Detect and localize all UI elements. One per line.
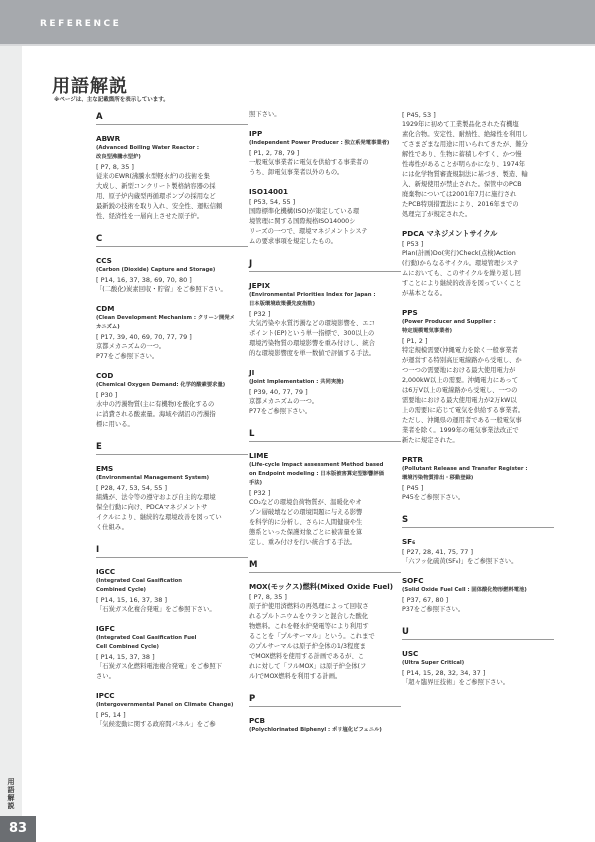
term-description: 大成し、新型コンクリート製格納容器の採: [96, 183, 216, 190]
term-description: 「超々臨界圧技術」をご参照下さい。: [402, 679, 510, 686]
term-description: ゾン層破壊などの環境問題に与える影響: [249, 509, 363, 516]
term-description: P45をご参照下さい。: [402, 494, 465, 501]
term-description: 入、新規使用が禁止された。保管中のPCB: [402, 181, 522, 188]
term-subtitle: (Advanced Boiling Water Reactor :: [96, 145, 199, 151]
glossary-entry: [249, 280, 401, 359]
term-description: が運営する特別高圧電線路から受電し、か: [402, 357, 522, 364]
term-subtitle: (Carbon (Dioxide) Capture and Storage): [96, 267, 216, 273]
term-subtitle: (Chemical Oxygen Demand: 化学的酸素要求量): [96, 382, 226, 388]
term-description: 京都メカニズムの一つ。: [96, 343, 166, 350]
term-description: CO₂などの環境負荷物質が、温暖化やオ: [249, 499, 362, 506]
side-section-label: 用語解説: [7, 778, 15, 810]
term-name: LIME: [249, 451, 269, 460]
term-description: たPCB特別措置法により、2016年までの: [402, 201, 519, 208]
term-subtitle: 日本版環境政策優先度指数): [249, 301, 315, 307]
glossary-entry: [249, 715, 401, 735]
term-name: IPCC: [96, 691, 115, 700]
term-description: 「(二酸化)炭素回収・貯留」をご参照下さい。: [96, 286, 227, 293]
term-description: ることを「プルサーマル」という。これまで: [249, 633, 375, 640]
term-name: JEPIX: [249, 281, 271, 290]
page-refs: [ P37, 67, 80 ]: [402, 596, 449, 604]
page-refs: [ P53, 54, 55 ]: [249, 198, 296, 206]
page-refs: [ P32 ]: [249, 310, 271, 318]
glossary-entry: [402, 648, 554, 688]
term-description: が基本となる。: [402, 290, 447, 297]
term-name: PCB: [249, 716, 266, 725]
page-refs: [ P14, 15, 16, 37, 38 ]: [96, 596, 168, 604]
term-description: ル)でMOX燃料を利用する計画。: [249, 673, 342, 680]
page-number: 83: [0, 816, 36, 842]
page-refs: [ P17, 39, 40, 69, 70, 77, 79 ]: [96, 333, 192, 341]
glossary-entry: [402, 454, 554, 503]
term-name: JI: [249, 368, 255, 377]
glossary-entry: [96, 690, 248, 730]
page-refs: [ P53 ]: [402, 240, 424, 248]
glossary-entry: [402, 575, 554, 615]
term-description: 「石炭ガス化複合発電」をご参照下さい。: [96, 606, 216, 613]
term-name: SF₆: [402, 537, 416, 546]
page-refs: [ P1, 2, 78, 79 ]: [249, 149, 300, 157]
glossary-entry: [96, 255, 248, 295]
section-letter: I: [96, 545, 248, 558]
term-description: 1929年に初めて工業製品化された有機塩: [402, 121, 519, 128]
term-description: イクルにより、継続的な環境改善を図ってい: [96, 514, 222, 521]
term-description: 物燃料。これを軽水炉発電等により利用す: [249, 623, 369, 630]
page-refs: [ P32 ]: [249, 489, 271, 497]
term-description: P77をご参照下さい。: [249, 408, 312, 415]
term-subtitle: 改良型沸騰水型炉): [96, 154, 141, 160]
page-refs: [ P7, 8, 35 ]: [96, 163, 134, 171]
term-description: ポイント(EP)という単一指標で、300以上の: [249, 330, 375, 337]
term-name: PPS: [402, 308, 418, 317]
page-title: 用語解説: [52, 76, 128, 97]
term-subtitle: (Power Producer and Supplier :: [402, 319, 496, 325]
term-subtitle: (Pollutant Release and Transfer Register :: [402, 466, 528, 472]
term-description: 組織が、法令等の遵守および自主的な環境: [96, 494, 216, 501]
term-name: ISO14001: [249, 187, 288, 196]
glossary-entry: [402, 228, 554, 299]
term-description: 従来のEWR(沸騰水型軽水炉)の技術を集: [96, 173, 210, 180]
header-band: [0, 0, 595, 44]
section-letter: L: [249, 429, 401, 442]
term-name: ABWR: [96, 134, 121, 143]
term-subtitle: (Intergovernmental Panel on Climate Change): [96, 702, 234, 708]
term-subtitle: (Integrated Coal Gasification: [96, 578, 183, 584]
term-description: 境管理に関する国際規格ISO14000シ: [249, 218, 356, 225]
term-name: SOFC: [402, 576, 424, 585]
section-letter: M: [249, 560, 401, 573]
term-description: 用、原子炉内蔵型再循環ポンプの採用など: [96, 193, 216, 200]
term-description: 的な環境影響度を単一数値で評価する手法。: [249, 350, 375, 357]
term-subtitle: (Ultra Super Critical): [402, 660, 465, 666]
glossary-column-3: [402, 110, 554, 688]
page-note: ※ページは、主な記載箇所を表示しています。: [54, 97, 169, 103]
term-subtitle: (Life-cycle Impact assessment Method based: [249, 462, 384, 468]
term-description: 保全行動に向け、PDCAマネジメントサ: [96, 504, 208, 511]
term-description: てさまざまな用途に用いられてきたが、難分: [402, 141, 528, 148]
page-refs: [ P14, 16, 37, 38, 69, 70, 80 ]: [96, 276, 192, 284]
section-letter: A: [96, 112, 248, 125]
term-subtitle: 手法): [249, 480, 263, 486]
glossary-entry: [249, 367, 401, 417]
term-description: には化学物質審査規制法に基づき、製造、輸: [402, 171, 528, 178]
term-description: 環境汚染物質の環境影響を重み付けし、統合: [249, 340, 375, 347]
term-description: ただし、沖縄県の運用者である一般電気事: [402, 417, 522, 424]
term-description: 定し、重み付けを行い統合する手法。: [249, 539, 357, 546]
term-description: 「石炭ガス化燃料電池複合発電」をご参照下: [96, 663, 222, 670]
term-description: 照下さい。: [249, 111, 281, 118]
glossary-entry: [249, 450, 401, 548]
term-description: つ一つの需要地における最大使用電力が: [402, 367, 516, 374]
term-subtitle: (Solid Oxide Fuel Cell : 固体酸化物形燃料電池): [402, 587, 527, 593]
term-subtitle: 特定規模電気事業者): [402, 328, 453, 334]
glossary-entry: [96, 370, 248, 430]
section-letter: E: [96, 442, 248, 455]
glossary-entry: [402, 307, 554, 446]
glossary-column-2: [249, 110, 401, 735]
term-subtitle: (Independent Power Producer : 独立系発電事業者): [249, 140, 390, 146]
term-description: さい。: [96, 673, 115, 680]
glossary-entry: [96, 133, 248, 222]
term-description: 一般電気事業者に電気を供給する事業者の: [249, 159, 369, 166]
term-description: Plan(計画)Do(実行)Check(点検)Action: [402, 250, 516, 257]
term-description: 2,000kW以上の需要。沖縄電力にあって: [402, 377, 518, 384]
term-name: IGFC: [96, 624, 115, 633]
page-refs: [ P27, 28, 41, 75, 77 ]: [402, 548, 474, 556]
glossary-entry: [402, 536, 554, 567]
glossary-entry-continued: [402, 110, 554, 220]
term-name: IGCC: [96, 567, 116, 576]
section-letter: J: [249, 259, 401, 272]
term-description: 国際標準化機構(ISO)が策定している環: [249, 208, 360, 215]
term-description: く仕組み。: [96, 524, 128, 531]
page-refs: [ P30 ]: [96, 391, 118, 399]
glossary-entry: [96, 566, 248, 615]
page-refs: [ P14, 15, 37, 38 ]: [96, 653, 155, 661]
term-subtitle: (Joint Implementation : 共同実施): [249, 379, 344, 385]
term-description: 需要地における最大使用電力が2万kW以: [402, 397, 517, 404]
term-name: MOX(モックス)燃料(Mixed Oxide Fuel): [249, 582, 394, 591]
term-subtitle: カニズム): [96, 324, 120, 330]
page-refs: [ P7, 8, 35 ]: [249, 593, 287, 601]
page-refs: [ P28, 47, 53, 54, 55 ]: [96, 484, 168, 492]
term-description: 業者を除く。1999年の電気事業法改正で: [402, 427, 519, 434]
page-refs: [ P14, 15, 28, 32, 34, 37 ]: [402, 669, 486, 677]
term-subtitle: (Polychlorinated Biphenyl : ポリ塩化ビフェニル): [249, 727, 382, 733]
section-letter: P: [249, 694, 401, 707]
glossary-entry: [96, 303, 248, 362]
term-description: は6万V以上の電線路から受電し、一つの: [402, 387, 518, 394]
glossary-entry-continued: [249, 110, 401, 120]
term-description: リーズの一つで、環境マネジメントシステ: [249, 228, 368, 235]
term-description: 京都メカニズムの一つ。: [249, 398, 319, 405]
term-name: CDM: [96, 304, 115, 313]
term-name: COD: [96, 371, 114, 380]
term-description: れるプルトニウムをウランと混合した酸化: [249, 613, 369, 620]
page-refs: [ P45 ]: [402, 484, 424, 492]
term-description: P77をご参照下さい。: [96, 353, 159, 360]
glossary-entry: [249, 128, 401, 178]
term-name: IPP: [249, 129, 263, 138]
term-description: 新たに規定された。: [402, 437, 459, 444]
term-name: PDCA マネジメントサイクル: [402, 229, 498, 238]
term-description: に消費される酸素量。海域や湖沼の汚濁指: [96, 411, 216, 418]
term-description: 大気汚染や水質汚濁などの環境影響を、エコ: [249, 320, 375, 327]
term-description: 「六フッ化硫黄(SF₆)」をご参照下さい。: [402, 558, 518, 565]
page-refs: [ P1, 2 ]: [402, 337, 428, 345]
term-subtitle: (Clean Development Mechanism : クリーン開発メ: [96, 315, 235, 321]
page-refs: [ P45, 53 ]: [402, 111, 436, 119]
term-description: れに対して「フルMOX」は原子炉全体(フ: [249, 663, 367, 670]
term-subtitle: (Integrated Coal Gasification Fuel: [96, 635, 197, 641]
term-description: のプルサーマルは原子炉全体の1/3程度ま: [249, 643, 366, 650]
header-divider: [0, 44, 595, 46]
term-description: 標に用いる。: [96, 421, 134, 428]
glossary-entry: [96, 623, 248, 682]
term-description: うち、卸電気事業者以外のもの。: [249, 169, 344, 176]
glossary-entry: [249, 186, 401, 247]
term-description: を科学的に分析し、さらに人間健康や生: [249, 519, 363, 526]
term-name: PRTR: [402, 455, 423, 464]
header-label: REFERENCE: [40, 19, 122, 29]
term-description: 原子炉使用済燃料の再処理によって回収さ: [249, 603, 369, 610]
term-description: 性毒性があることが明らかになり、1974年: [402, 161, 526, 168]
term-description: 水中の汚濁物質(主に有機物)を酸化するの: [96, 401, 215, 408]
term-description: ムの要求事項を規定したもの。: [249, 238, 337, 245]
term-name: CCS: [96, 256, 112, 265]
term-subtitle: 環境汚染物質排出・移動登録): [402, 475, 474, 481]
term-description: でMOX燃料を使用する計画であるが、こ: [249, 653, 365, 660]
term-description: 素化合物。安定性、耐熱性、絶縁性を利用し: [402, 131, 528, 138]
term-name: EMS: [96, 464, 114, 473]
term-description: 態系といった保護対象ごとに被害量を算: [249, 529, 363, 536]
term-description: 「気候変動に関する政府間パネル」をご参: [96, 721, 216, 728]
term-description: 廃棄物については2001年7月に施行され: [402, 191, 517, 198]
term-description: 最新鋭の技術を取り入れ、安全性、運転信頼: [96, 203, 223, 210]
term-description: すことにより継続的改善を図っていくこと: [402, 280, 522, 287]
term-description: ムにおいても、このサイクルを繰り返し回: [402, 270, 521, 277]
glossary-column-1: [96, 112, 248, 730]
term-description: 処理完了が規定された。: [402, 211, 472, 218]
glossary-entry: [96, 463, 248, 533]
section-letter: C: [96, 234, 248, 247]
term-subtitle: Combined Cycle): [96, 587, 146, 593]
term-description: 性、経済性を一層向上させた原子炉。: [96, 213, 204, 220]
term-description: P37をご参照下さい。: [402, 606, 465, 613]
term-description: 解性であり、生物に蓄積しやすく、かつ慢: [402, 151, 522, 158]
section-letter: U: [402, 627, 554, 640]
side-bar: [0, 46, 22, 842]
page-refs: [ P39, 40, 77, 79 ]: [249, 388, 308, 396]
term-subtitle: (Environmental Priorities Index for Japan :: [249, 292, 376, 298]
term-description: 上の需要)に応じて電気を供給する事業者。: [402, 407, 525, 414]
page-refs: [ P5, 14 ]: [96, 711, 126, 719]
term-subtitle: (Environmental Management System): [96, 475, 210, 481]
glossary-entry: [249, 581, 401, 682]
term-subtitle: on Endpoint modeling : 日本版被害算定型影響評価: [249, 471, 384, 477]
term-name: USC: [402, 649, 419, 658]
term-description: (行動)からなるサイクル。環境管理システ: [402, 260, 519, 267]
section-letter: S: [402, 515, 554, 528]
term-description: 特定規模需要(沖縄電力を除く一般事業者: [402, 347, 518, 354]
term-subtitle: Cell Combined Cycle): [96, 644, 159, 650]
